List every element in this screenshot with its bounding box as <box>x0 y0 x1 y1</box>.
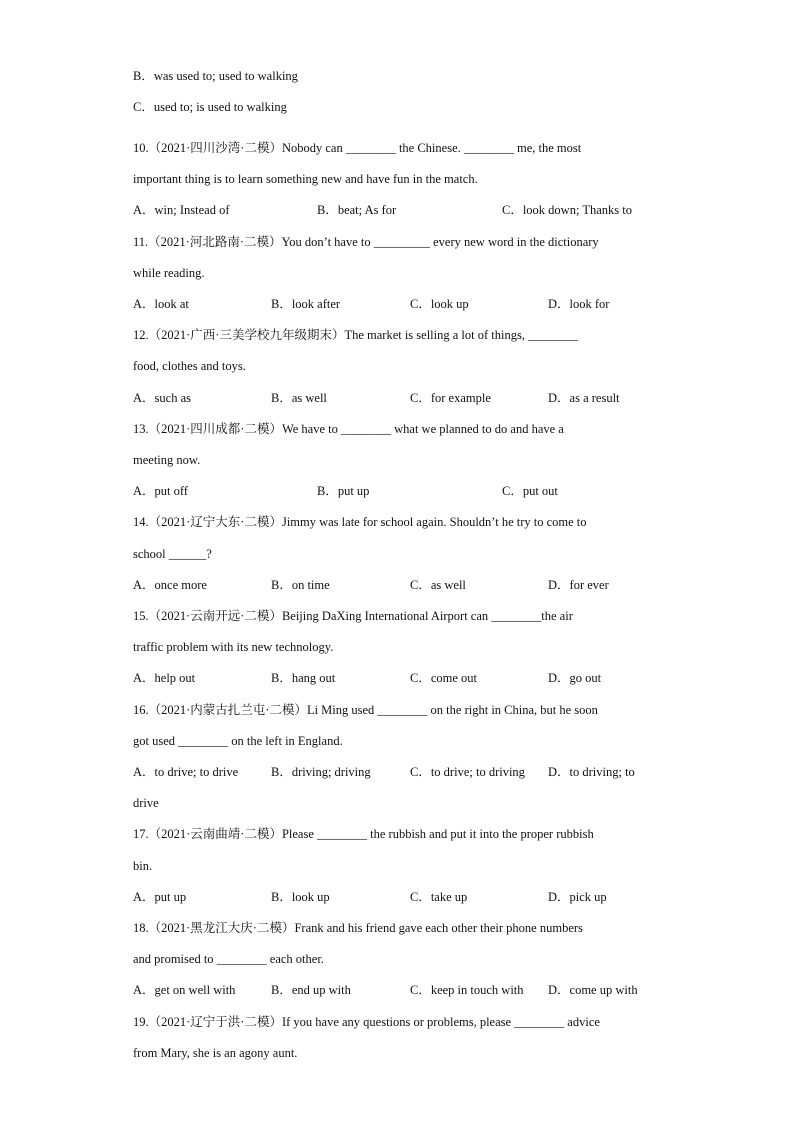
q10-stem-line-2: important thing is to learn something new and have fun in the match. <box>133 172 478 186</box>
q12-stem-line-1: 12.（2021·广西·三美学校九年级期末）The market is selling a lot of things, ________ <box>133 328 579 342</box>
q18-option-c: C．keep in touch with <box>410 983 524 997</box>
q16-option-d-continued: drive <box>133 796 159 810</box>
q11-option-b: B．look after <box>271 297 341 311</box>
q19-stem-line-2: from Mary, she is an agony aunt. <box>133 1046 298 1060</box>
q18-option-a: A．get on well with <box>133 983 236 997</box>
q13-option-a: A．put off <box>133 484 188 498</box>
q16-stem-line-2: got used ________ on the left in England. <box>133 734 343 748</box>
q16-option-a: A．to drive; to drive <box>133 765 239 779</box>
q16-option-b: B．driving; driving <box>271 765 371 779</box>
q11-stem-line-2: while reading. <box>133 266 205 280</box>
q15-option-d: D．go out <box>548 671 602 685</box>
q17-option-c: C．take up <box>410 890 468 904</box>
q11-option-d: D．look for <box>548 297 610 311</box>
q17-option-a: A．put up <box>133 890 187 904</box>
q14-stem-line-2: school ______? <box>133 547 212 561</box>
q14-option-b: B．on time <box>271 578 330 592</box>
q13-option-b: B．put up <box>317 484 370 498</box>
q12-stem-line-2: food, clothes and toys. <box>133 359 246 373</box>
q10-option-a: A．win; Instead of <box>133 203 230 217</box>
q18-stem-line-2: and promised to ________ each other. <box>133 952 324 966</box>
q14-option-d: D．for ever <box>548 578 609 592</box>
q9-option-b: B．was used to; used to walking <box>133 69 298 83</box>
q17-option-b: B．look up <box>271 890 330 904</box>
q18-stem-line-1: 18.（2021·黑龙江大庆·二模）Frank and his friend gave each other their phone numbers <box>133 921 583 935</box>
q17-option-d: D．pick up <box>548 890 607 904</box>
q16-option-c: C．to drive; to driving <box>410 765 525 779</box>
q18-option-d: D．come up with <box>548 983 638 997</box>
q11-option-c: C．look up <box>410 297 469 311</box>
q13-option-c: C．put out <box>502 484 558 498</box>
q16-option-d: D．to driving; to <box>548 765 635 779</box>
q15-stem-line-2: traffic problem with its new technology. <box>133 640 334 654</box>
q12-option-a: A．such as <box>133 391 191 405</box>
q10-stem-line-1: 10.（2021·四川沙湾·二模）Nobody can ________ the Chinese. ________ me, the most <box>133 141 582 155</box>
q19-stem-line-1: 19.（2021·辽宁于洪·二模）If you have any questions or problems, please ________ advice <box>133 1015 600 1029</box>
q12-option-b: B．as well <box>271 391 327 405</box>
q15-stem-line-1: 15.（2021·云南开远·二模）Beijing DaXing International Airport can ________the air <box>133 609 573 623</box>
q13-stem-line-1: 13.（2021·四川成都·二模）We have to ________ what we planned to do and have a <box>133 422 564 436</box>
q11-stem-line-1: 11.（2021·河北路南·二模）You don’t have to _________ every new word in the dictionary <box>133 235 599 249</box>
q12-option-d: D．as a result <box>548 391 620 405</box>
q14-option-a: A．once more <box>133 578 207 592</box>
q10-option-c: C．look down; Thanks to <box>502 203 632 217</box>
q13-stem-line-2: meeting now. <box>133 453 201 467</box>
q16-stem-line-1: 16.（2021·内蒙古扎兰屯·二模）Li Ming used ________ on the right in China, but he soon <box>133 703 598 717</box>
q18-option-b: B．end up with <box>271 983 351 997</box>
q14-option-c: C．as well <box>410 578 466 592</box>
q9-option-c: C．used to; is used to walking <box>133 100 287 114</box>
q12-option-c: C．for example <box>410 391 491 405</box>
q15-option-c: C．come out <box>410 671 478 685</box>
q15-option-a: A．help out <box>133 671 196 685</box>
q17-stem-line-2: bin. <box>133 859 153 873</box>
q14-stem-line-1: 14.（2021·辽宁大东·二模）Jimmy was late for school again. Shouldn’t he try to come to <box>133 515 587 529</box>
q11-option-a: A．look at <box>133 297 189 311</box>
q15-option-b: B．hang out <box>271 671 336 685</box>
q17-stem-line-1: 17.（2021·云南曲靖·二模）Please ________ the rubbish and put it into the proper rubbish <box>133 827 594 841</box>
q10-option-b: B．beat; As for <box>317 203 397 217</box>
